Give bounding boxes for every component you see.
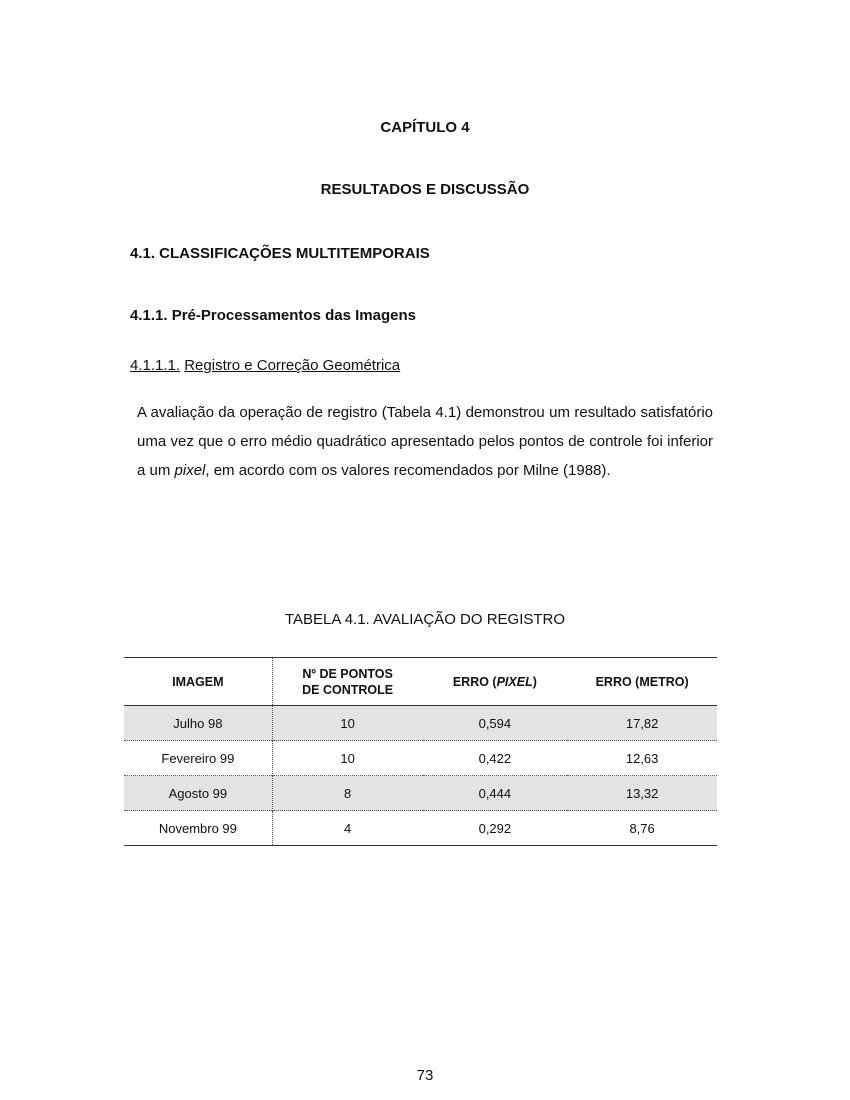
table-row — [124, 811, 717, 846]
cell-erro-pixel: 0,292 — [478, 820, 512, 836]
table-header-row — [124, 658, 717, 706]
table-caption: TABELA 4.1. AVALIAÇÃO DO REGISTRO — [284, 611, 566, 628]
header-erro-pixel-post: ) — [532, 674, 537, 689]
header-erro-pixel-pre: ERRO ( — [452, 674, 497, 689]
header-pontos-line1: Nº DE PONTOS — [302, 666, 393, 681]
cell-imagem: Fevereiro 99 — [124, 741, 272, 776]
registration-table — [124, 657, 717, 846]
cell-erro-metro: 13,32 — [625, 785, 659, 801]
body-paragraph — [137, 398, 713, 485]
cell-imagem: Agosto 99 — [124, 776, 272, 811]
table-row — [124, 776, 717, 811]
table-row — [124, 741, 717, 776]
page-number: 73 — [416, 1067, 434, 1084]
header-pontos — [272, 658, 422, 706]
cell-erro-metro: 12,63 — [625, 750, 659, 766]
paragraph-text-2: , em acordo com os valores recomendados por Milne (1988). — [205, 462, 611, 479]
cell-pontos: 8 — [344, 785, 352, 801]
cell-pontos: 10 — [340, 715, 355, 731]
cell-erro-pixel: 0,444 — [478, 785, 512, 801]
paragraph-italic-term: pixel — [174, 462, 206, 479]
cell-erro-pixel: 0,594 — [478, 715, 512, 731]
header-erro-pixel — [423, 658, 568, 706]
header-imagem: IMAGEM — [124, 658, 272, 706]
paragraph-text-1: A avaliação da operação de registro (Tabela 4.1) demonstrou um resultado satisfatório uma vez que o erro médio quadrático apresentado pelos pontos de controle foi inferior a um — [137, 404, 713, 479]
cell-erro-metro: 17,82 — [625, 715, 659, 731]
cell-pontos: 10 — [340, 750, 355, 766]
subsection-heading: 4.1.1. Pré-Processamentos das Imagens — [130, 307, 416, 324]
cell-pontos: 4 — [344, 820, 352, 836]
table-row — [124, 706, 717, 741]
subsubsection-title: Registro e Correção Geométrica — [184, 357, 401, 374]
cell-imagem: Julho 98 — [124, 706, 272, 741]
header-erro-metro: ERRO (METRO) — [595, 674, 689, 689]
chapter-title: RESULTADOS E DISCUSSÃO — [320, 181, 530, 198]
subsubsection-number: 4.1.1.1. — [130, 357, 181, 374]
cell-erro-pixel: 0,422 — [478, 750, 512, 766]
subsubsection-heading — [130, 357, 400, 374]
header-pontos-line2: DE CONTROLE — [302, 682, 394, 697]
section-heading: 4.1. CLASSIFICAÇÕES MULTITEMPORAIS — [130, 245, 430, 262]
header-erro-pixel-italic: PIXEL — [496, 674, 533, 689]
chapter-label: CAPÍTULO 4 — [380, 119, 470, 136]
cell-imagem: Novembro 99 — [124, 811, 272, 846]
cell-erro-metro: 8,76 — [629, 820, 655, 836]
